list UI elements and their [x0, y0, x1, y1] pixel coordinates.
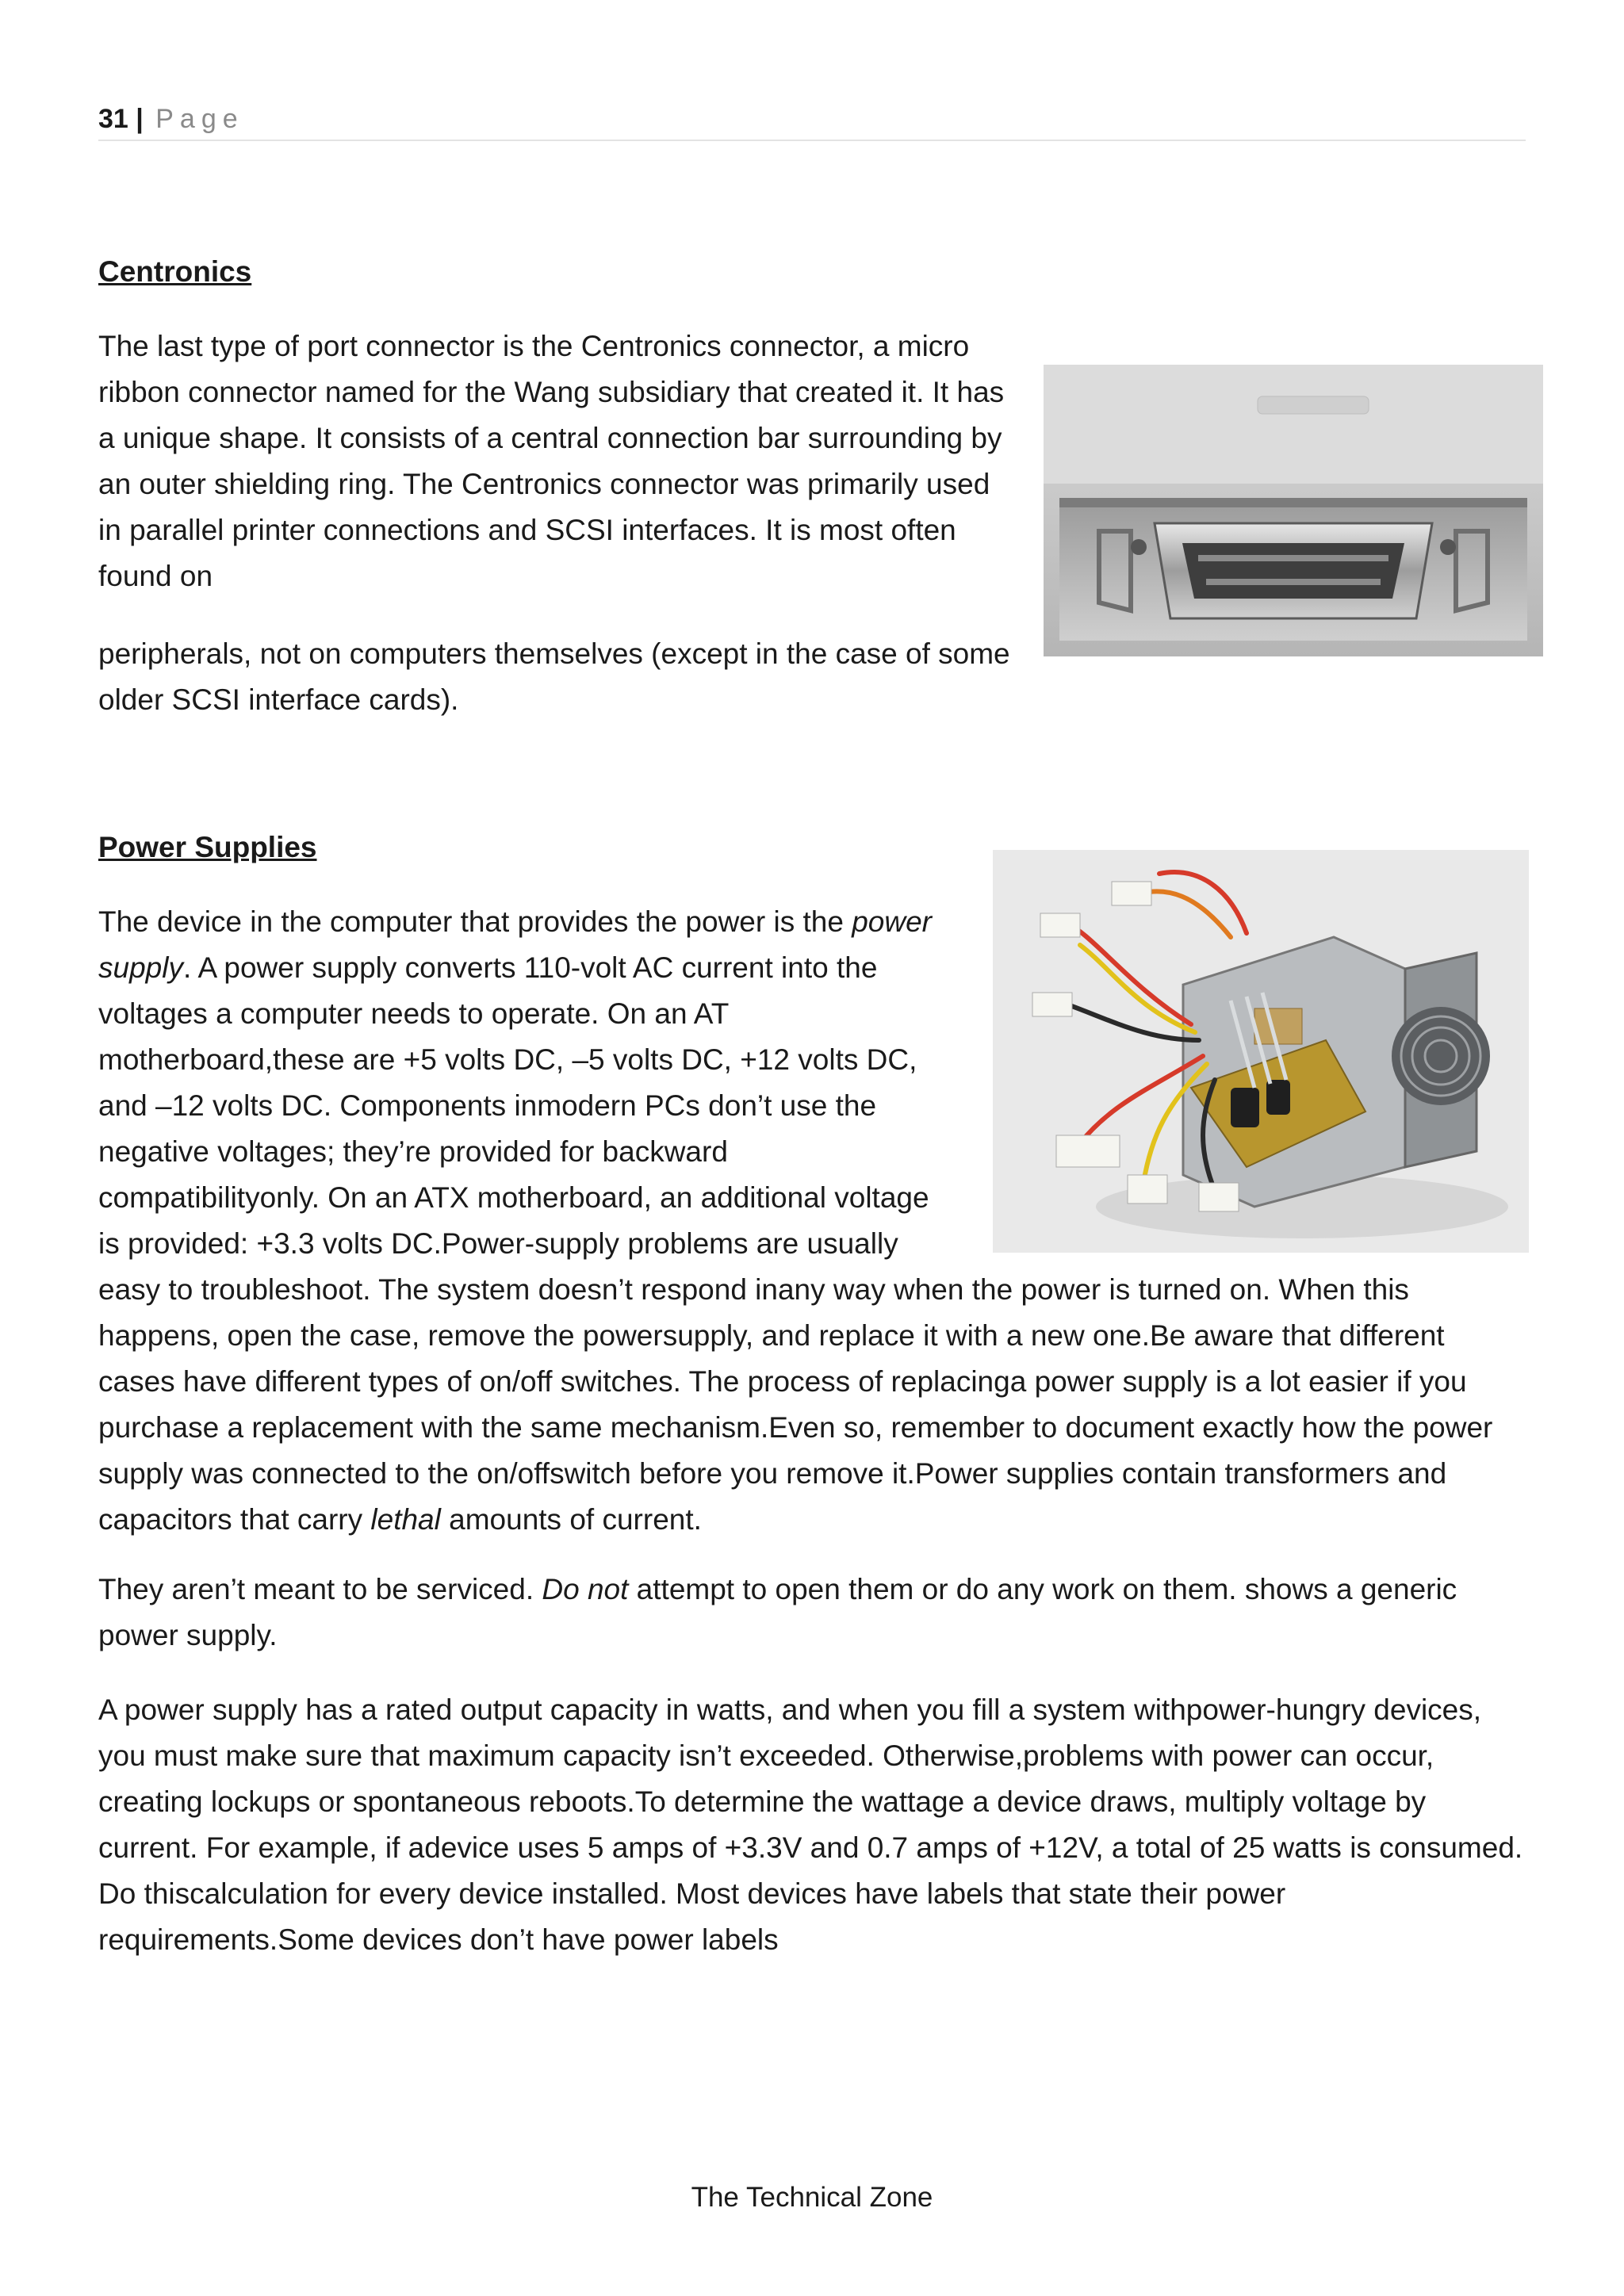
power-p1-emphasis-power-supply: power supply: [98, 905, 932, 984]
power-p1-text-c: amounts of current.: [440, 1503, 702, 1536]
page-header: [98, 98, 1526, 141]
power-paragraph-2: [98, 1567, 1526, 1659]
page-footer: The Technical Zone: [691, 2182, 933, 2213]
power-p1-text-a: The device in the computer that provides the power is the: [98, 905, 852, 938]
header-separator: |: [128, 104, 151, 134]
centronics-connector-photo: [1044, 365, 1543, 656]
image-wrap-spacer: [975, 899, 1526, 1257]
power-paragraph-3: A power supply has a rated output capacity in watts, and when you fill a system withpower-hungry devices, you must make sure that maximum capacity isn’t exceeded. Otherwise,problems with power can occur, creating lockups or spontaneous reboots.To determine the wattage a device draws, multiply voltage by current. For example, if adevice uses 5 amps of +3.3V and 0.7 amps of +12V, a total of 25 watts is consumed. Do thiscalculation for every device installed. Most devices have labels that state their power requirements.Some devices don’t have power labels: [98, 1693, 1523, 1956]
centronics-heading: Centronics: [98, 255, 252, 288]
centronics-paragraph-2: peripherals, not on computers themselves (except in the case of some older SCSI interface cards).: [98, 637, 1010, 716]
centronics-connector-image: [1044, 365, 1543, 656]
page-word: Page: [155, 104, 244, 134]
power-paragraph-1: [98, 899, 1526, 1543]
centronics-paragraph-1: The last type of port connector is the Centronics connector, a micro ribbon connector named for the Wang subsidiary that created it. It has a unique shape. It consists of a central connection bar surrounding by an outer shielding ring. The Centronics connector was primarily used in parallel printer connections and SCSI interfaces. It is most often found on: [98, 330, 1005, 592]
power-supplies-heading: Power Supplies: [98, 831, 317, 863]
power-p2-text-b: attempt to open them or do any work on them. shows a generic power supply.: [98, 1573, 1457, 1651]
power-p2-emphasis-do-not: Do not: [542, 1573, 629, 1605]
power-p1-text-b: . A power supply converts 110-volt AC current into the voltages a computer needs to operate. On an AT motherboard,these are +5 volts DC, –5 volts DC, +12 volts DC, and –12 volts DC. Components inmodern PCs don’t use the negative voltages; they’re provided for backward compatibilityonly. On an ATX motherboard, an additional voltage is provided: +3.3 volts DC.Power-supply problems are usually easy to troubleshoot. The system doesn’t respond inany way when the power is turned on. When this happens, open the case, remove the powersupply, and replace it with a new one.Be aware that different cases have different types of on/off switches. The process of replacinga power supply is a lot easier if you purchase a replacement with the same mechanism.Even so, remember to document exactly how the power supply was connected to the on/offswitch before you remove it.Power supplies contain transformers and capacitors that carry: [98, 951, 1493, 1536]
power-p2-text-a: They aren’t meant to be serviced.: [98, 1573, 542, 1605]
page-number: 31: [98, 104, 128, 134]
power-p1-emphasis-lethal: lethal: [370, 1503, 441, 1536]
